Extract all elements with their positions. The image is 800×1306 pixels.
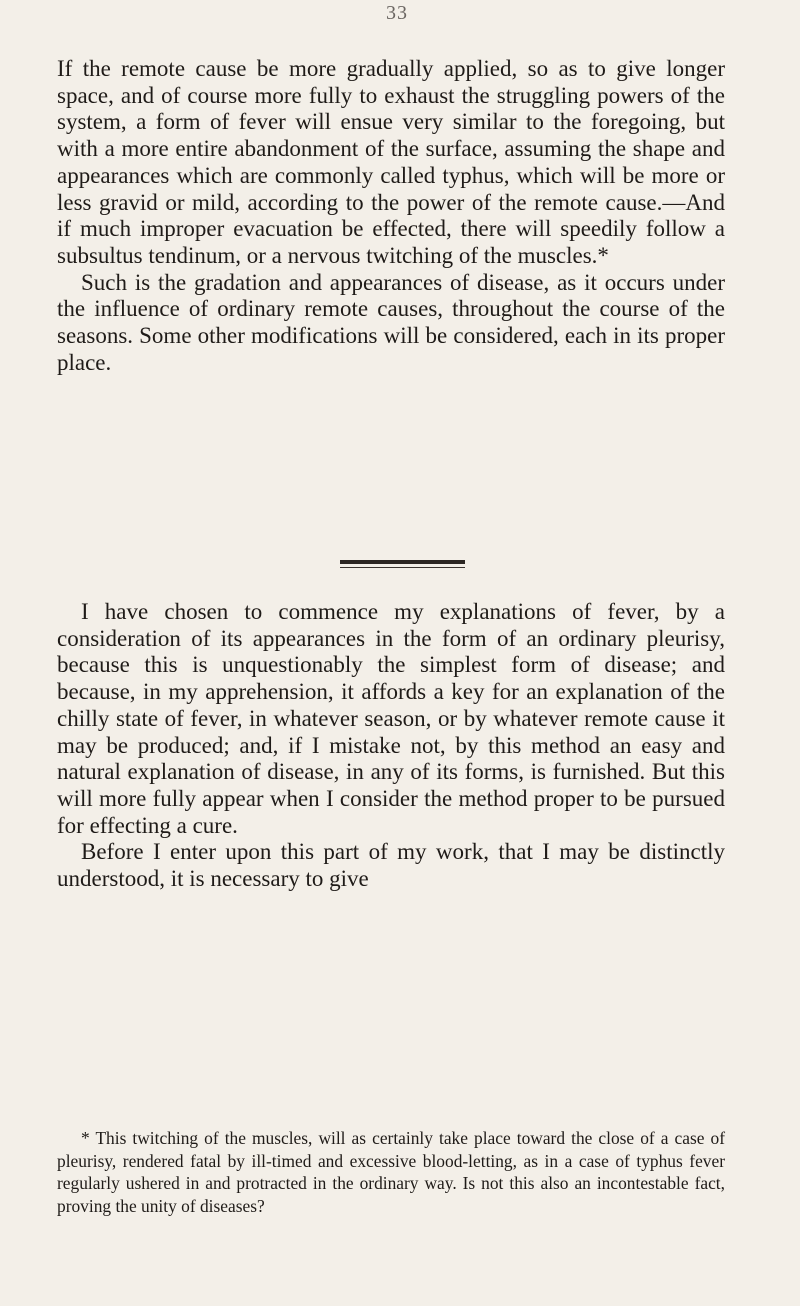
paragraph-pleurisy: I have chosen to commence my explanations of fever, by a consideration of its appearances in the form of an ordinary pleurisy, because this is unquestionably the simplest form of disease; and because, in my apprehension, it affords a key for an explanation of the chilly state of fever, in whatever season, or by whatever remote cause it may be produced; and, if I mistake not, by this method an easy and natural explanation of disease, in any of its forms, is furnished. But this will more fully appear when I consider the method proper to be pursued for effecting a cure. xyxy=(57,599,725,838)
footnote xyxy=(57,1127,725,1217)
text-section-bottom xyxy=(57,599,725,893)
paragraph-before-enter: Before I enter upon this part of my work, that I may be distinctly understood, it is necessary to give xyxy=(57,839,725,892)
page-number: 33 xyxy=(386,2,408,24)
divider-thin-rule xyxy=(340,567,465,568)
text-section-top xyxy=(57,56,725,376)
divider-thick-rule xyxy=(340,560,465,564)
paragraph-typhus: If the remote cause be more gradually applied, so as to give longer space, and of course more fully to exhaust the struggling powers of the system, a form of fever will ensue very similar to the foregoing, but with a more entire abandonment of the surface, assuming the shape and appearances which are commonly called typhus, which will be more or less gravid or mild, according to the power of the remote cause.—And if much improper evacuation be effected, there will speedily follow a subsultus tendinum, or a nervous twitching of the muscles.* xyxy=(57,56,725,268)
paragraph-gradation: Such is the gradation and appearances of disease, as it occurs under the influence of ordinary remote causes, throughout the course of the seasons. Some other modifications will be considered, each in its proper place. xyxy=(57,269,725,375)
footnote-text: * This twitching of the muscles, will as certainly take place toward the close of a case of pleurisy, rendered fatal by ill-timed and excessive blood-letting, as in a case of typhus fever regularly ushered in and protracted in the ordinary way. Is not this also an incontestable fact, proving the unity of diseases? xyxy=(57,1128,725,1216)
section-divider xyxy=(340,560,465,572)
